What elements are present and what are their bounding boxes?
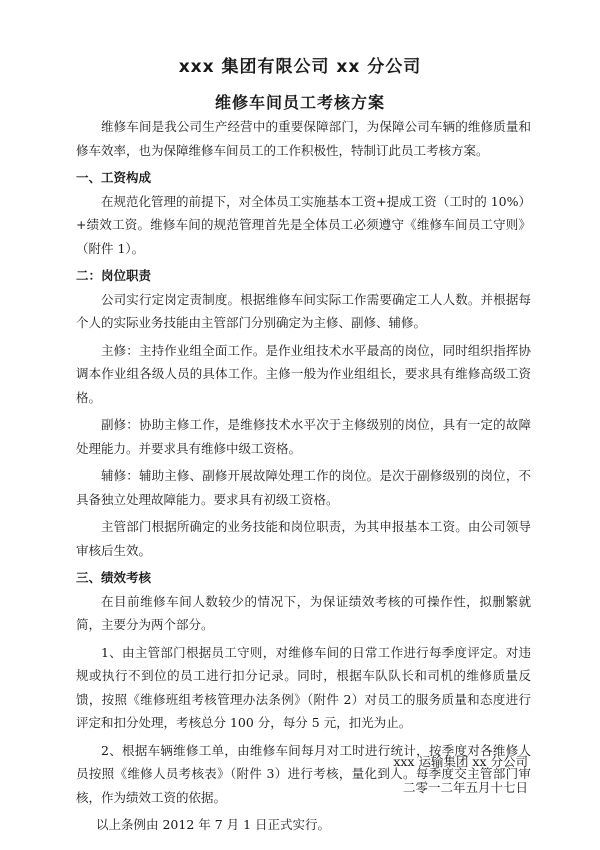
section-2-heading: 二：岗位职责	[76, 268, 152, 283]
section-3-paragraph-3: 2、根据车辆维修工单，由维修车间每月对工时进行统计，按季度对各维修人员按照《维修人员考核表》（附件 3）进行考核，量化到人。每季度交主管部门审核，作为绩效工资的依据。	[76, 742, 531, 805]
section-3-paragraph-2: 1、由主管部门根据员工守则，对维修车间的日常工作进行每季度评定。对违规或执行不到位的员工进行扣分记录。同时，根据车队队长和司机的维修质量反馈，按照《维修班组考核管理办法条例》（附件 2）对员工的服务质量和态度进行评定和扣分处理，考核总分 100 分，每分 5 元，扣光为止。	[76, 644, 531, 730]
signature-organization: xxx 运输集团 xx 分公司	[393, 754, 528, 769]
plan-title: 维修车间员工考核方案	[214, 93, 385, 112]
signature-date: 二零一二年五月十七日	[402, 780, 528, 795]
section-2-paragraph-3: 副修：协助主修工作，是维修技术水平次于主修级别的岗位，具有一定的故障处理能力。并要求具有维修中级工资格。	[76, 417, 531, 456]
section-1-paragraph: 在规范化管理的前提下，对全体员工实施基本工资+提成工资（工时的 10%）+绩效工资。维修车间的规范管理首先是全体员工必须遵守《维修车间员工守则》（附件 1）。	[76, 193, 531, 256]
section-2-paragraph-1: 公司实行定岗定责制度。根据维修车间实际工作需要确定工人人数。并根据每个人的实际业务技能由主管部门分别确定为主修、副修、辅修。	[76, 291, 531, 330]
section-3-heading: 三、绩效考核	[76, 570, 152, 585]
closing-paragraph: 以上条例由 2012 年 7 月 1 日正式实行。	[96, 817, 331, 832]
section-2-paragraph-4: 辅修：辅助主修、副修开展故障处理工作的岗位。是次于副修级别的岗位，不具备独立处理故障能力。要求具有初级工资格。	[76, 468, 531, 507]
section-2-paragraph-5: 主管部门根据所确定的业务技能和岗位职责，为其申报基本工资。由公司领导审核后生效。	[76, 519, 531, 558]
section-1-heading: 一、工资构成	[76, 170, 152, 185]
section-2-paragraph-2: 主修：主持作业组全面工作。是作业组技术水平最高的岗位，同时组织指挥协调本作业组各级人员的具体工作。主修一般为作业组组长，要求具有维修高级工资格。	[76, 342, 531, 405]
company-title: xxx 集团有限公司 xx 分公司	[178, 57, 422, 77]
document-body	[76, 115, 531, 841]
section-3-paragraph-1: 在目前维修车间人数较少的情况下，为保证绩效考核的可操作性，拟删繁就简，主要分为两个部分。	[76, 593, 531, 632]
intro-paragraph: 维修车间是我公司生产经营中的重要保障部门，为保障公司车辆的维修质量和修车效率，也为保障维修车间员工的工作积极性，特制订此员工考核方案。	[76, 119, 531, 158]
